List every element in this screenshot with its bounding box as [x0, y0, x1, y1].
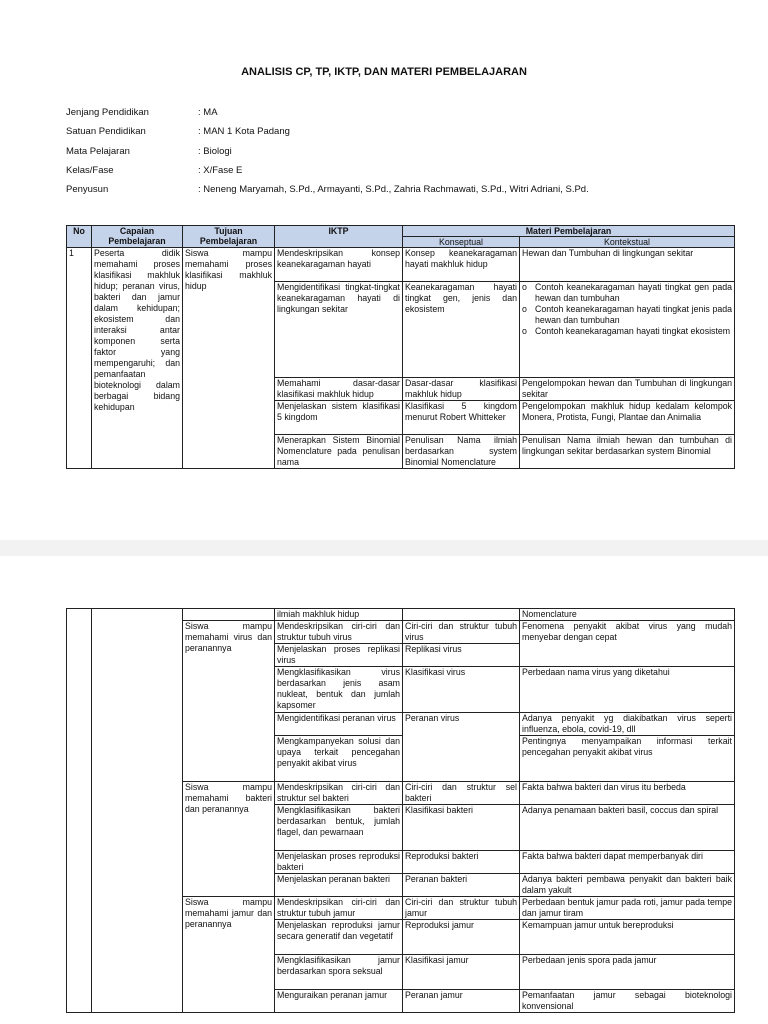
- cell-iktp: ilmiah makhluk hidup: [275, 609, 403, 621]
- kontekstual-list: [522, 282, 732, 337]
- cell-iktp: Menjelaskan peranan bakteri: [275, 874, 403, 897]
- cell-iktp: Mengkampanyekan solusi dan upaya terkait pencegahan penyakit akibat virus: [275, 736, 403, 782]
- cell-konseptual: Ciri-ciri dan struktur tubuh jamur: [403, 897, 520, 920]
- cell-capaian: Peserta didik memahami proses klasifikasi makhluk hidup; peranan virus, bakteri dan jamur dalam kehidupan; ekosistem dan interaksi antar komponen serta faktor yang mempengaruhi; dan pemanfaatan bioteknologi dalam berbagai bidang kehidupan: [92, 248, 183, 469]
- analysis-table-continued: [66, 608, 735, 1013]
- cell-kontekstual: Fakta bahwa bakteri dapat memperbanyak diri: [520, 851, 735, 874]
- cell-iktp: Menjelaskan proses replikasi virus: [275, 644, 403, 667]
- cell-kontekstual: Adanya bakteri pembawa penyakit dan bakteri baik dalam yakult: [520, 874, 735, 897]
- cell-kontekstual: Adanya penamaan bakteri basil, coccus dan spiral: [520, 805, 735, 851]
- cell-tujuan-bakteri: Siswa mampu memahami bakteri dan peranannya: [183, 782, 275, 897]
- cell-iktp: Menguraikan peranan jamur: [275, 990, 403, 1013]
- info-value: : MA: [198, 107, 218, 118]
- cell-kontekstual: Perbedaan nama virus yang diketahui: [520, 667, 735, 713]
- header-tujuan: Tujuan Pembelajaran: [183, 226, 275, 248]
- cell-konseptual: Keanekaragaman hayati tingkat gen, jenis dan ekosistem: [403, 282, 520, 378]
- info-label: Mata Pelajaran: [66, 146, 130, 157]
- document-page-2: [0, 556, 768, 1024]
- cell-kontekstual: [520, 282, 735, 378]
- cell-konseptual: Penulisan Nama ilmiah berdasarkan system Binomial Nomenclature: [403, 435, 520, 469]
- cell-konseptual: Peranan jamur: [403, 990, 520, 1013]
- cell-kontekstual: Adanya penyakit yg diakibatkan virus seperti influenza, ebola, covid-19, dll: [520, 713, 735, 736]
- cell-capaian: [92, 609, 183, 1013]
- header-no: No: [67, 226, 92, 248]
- cell-tujuan-virus: Siswa mampu memahami virus dan peranannya: [183, 621, 275, 782]
- cell-iktp: Mengklasifikasikan jamur berdasarkan spora seksual: [275, 955, 403, 990]
- cell-no: 1: [67, 248, 92, 469]
- info-label: Satuan Pendidikan: [66, 126, 146, 137]
- cell-konseptual: Klasifikasi jamur: [403, 955, 520, 990]
- info-value: : Neneng Maryamah, S.Pd., Armayanti, S.Pd., Zahria Rachmawati, S.Pd., Witri Adriani, S.Pd.: [198, 184, 589, 195]
- cell-iktp: Memahami dasar-dasar klasifikasi makhluk hidup: [275, 378, 403, 401]
- cell-konseptual: Klasifikasi virus: [403, 667, 520, 713]
- cell-iktp: Mengidentifikasi peranan virus: [275, 713, 403, 736]
- cell-konseptual: [403, 609, 520, 621]
- cell-kontekstual: Fakta bahwa bakteri dan virus itu berbeda: [520, 782, 735, 805]
- cell-kontekstual: Pengelompokan makhluk hidup kedalam kelompok Monera, Protista, Fungi, Plantae dan Animalia: [520, 401, 735, 435]
- cell-konseptual: Reproduksi bakteri: [403, 851, 520, 874]
- info-label: Jenjang Pendidikan: [66, 107, 149, 118]
- cell-konseptual: Peranan virus: [403, 713, 520, 782]
- cell-konseptual: Peranan bakteri: [403, 874, 520, 897]
- cell-iktp: Mendeskripsikan ciri-ciri dan struktur tubuh virus: [275, 621, 403, 644]
- info-value: : Biologi: [198, 146, 232, 157]
- cell-konseptual: Dasar-dasar klasifikasi makhluk hidup: [403, 378, 520, 401]
- list-item: o Contoh keanekaragaman hayati tingkat jenis pada hewan dan tumbuhan: [522, 304, 732, 326]
- cell-kontekstual: Hewan dan Tumbuhan di lingkungan sekitar: [520, 248, 735, 282]
- cell-konseptual: Klasifikasi bakteri: [403, 805, 520, 851]
- cell-konseptual: Ciri-ciri dan struktur sel bakteri: [403, 782, 520, 805]
- cell-kontekstual: Kemampuan jamur untuk bereproduksi: [520, 920, 735, 955]
- document-title: ANALISIS CP, TP, IKTP, DAN MATERI PEMBELAJARAN: [241, 66, 527, 78]
- header-konseptual: Konseptual: [403, 237, 520, 248]
- cell-iktp: Mendeskripsikan konsep keanekaragaman hayati: [275, 248, 403, 282]
- header-iktp: IKTP: [275, 226, 403, 248]
- cell-kontekstual: Pemanfaatan jamur sebagai bioteknologi konvensional: [520, 990, 735, 1013]
- analysis-table: [66, 225, 735, 469]
- cell-kontekstual: Perbedaan jenis spora pada jamur: [520, 955, 735, 990]
- cell-konseptual: Konsep keanekaragaman hayati makhluk hidup: [403, 248, 520, 282]
- cell-kontekstual: Pengelompokan hewan dan Tumbuhan di lingkungan sekitar: [520, 378, 735, 401]
- cell-konseptual: Klasifikasi 5 kingdom menurut Robert Whitteker: [403, 401, 520, 435]
- cell-kontekstual: Nomenclature: [520, 609, 735, 621]
- list-item: o Contoh keanekaragaman hayati tingkat ekosistem: [522, 326, 732, 337]
- cell-no: [67, 609, 92, 1013]
- info-label: Penyusun: [66, 184, 109, 195]
- cell-kontekstual: Penulisan Nama ilmiah hewan dan tumbuhan di lingkungan sekitar berdasarkan system Binomial: [520, 435, 735, 469]
- cell-tujuan: Siswa mampu memahami proses klasifikasi makhluk hidup: [183, 248, 275, 469]
- info-label: Kelas/Fase: [66, 165, 114, 176]
- cell-konseptual: Reproduksi jamur: [403, 920, 520, 955]
- cell-kontekstual: Perbedaan bentuk jamur pada roti, jamur pada tempe dan jamur tiram: [520, 897, 735, 920]
- cell-iktp: Menjelaskan proses reproduksi bakteri: [275, 851, 403, 874]
- header-kontekstual: Kontekstual: [520, 237, 735, 248]
- cell-kontekstual: Pentingnya menyampaikan informasi terkait pencegahan penyakit akibat virus: [520, 736, 735, 782]
- cell-iktp: Menerapkan Sistem Binomial Nomenclature pada penulisan nama: [275, 435, 403, 469]
- cell-iktp: Mengklasifikasikan bakteri berdasarkan bentuk, jumlah flagel, dan pewarnaan: [275, 805, 403, 851]
- cell-iktp: Mengklasifikasikan virus berdasarkan jenis asam nukleat, bentuk dan jumlah kapsomer: [275, 667, 403, 713]
- table-row: [67, 248, 735, 282]
- header-capaian: Capaian Pembelajaran: [92, 226, 183, 248]
- header-materi: Materi Pembelajaran: [403, 226, 735, 237]
- table-row: [67, 609, 735, 621]
- cell-iktp: Mendeskripsikan ciri-ciri dan struktur tubuh jamur: [275, 897, 403, 920]
- cell-iktp: Menjelaskan reproduksi jamur secara generatif dan vegetatif: [275, 920, 403, 955]
- cell-konseptual: Replikasi virus: [403, 644, 520, 667]
- cell-tujuan-jamur: Siswa mampu memahami jamur dan peranannya: [183, 897, 275, 1013]
- cell-iktp: Mendeskripsikan ciri-ciri dan struktur sel bakteri: [275, 782, 403, 805]
- cell-tujuan: [183, 609, 275, 621]
- list-item: o Contoh keanekaragaman hayati tingkat gen pada hewan dan tumbuhan: [522, 282, 732, 304]
- info-value: : MAN 1 Kota Padang: [198, 126, 290, 137]
- cell-kontekstual: Fenomena penyakit akibat virus yang mudah menyebar dengan cepat: [520, 621, 735, 667]
- cell-konseptual: Ciri-ciri dan struktur tubuh virus: [403, 621, 520, 644]
- cell-iktp: Mengidentifikasi tingkat-tingkat keanekaragaman hayati di lingkungan sekitar: [275, 282, 403, 378]
- info-value: : X/Fase E: [198, 165, 243, 176]
- cell-iktp: Menjelaskan sistem klasifikasi 5 kingdom: [275, 401, 403, 435]
